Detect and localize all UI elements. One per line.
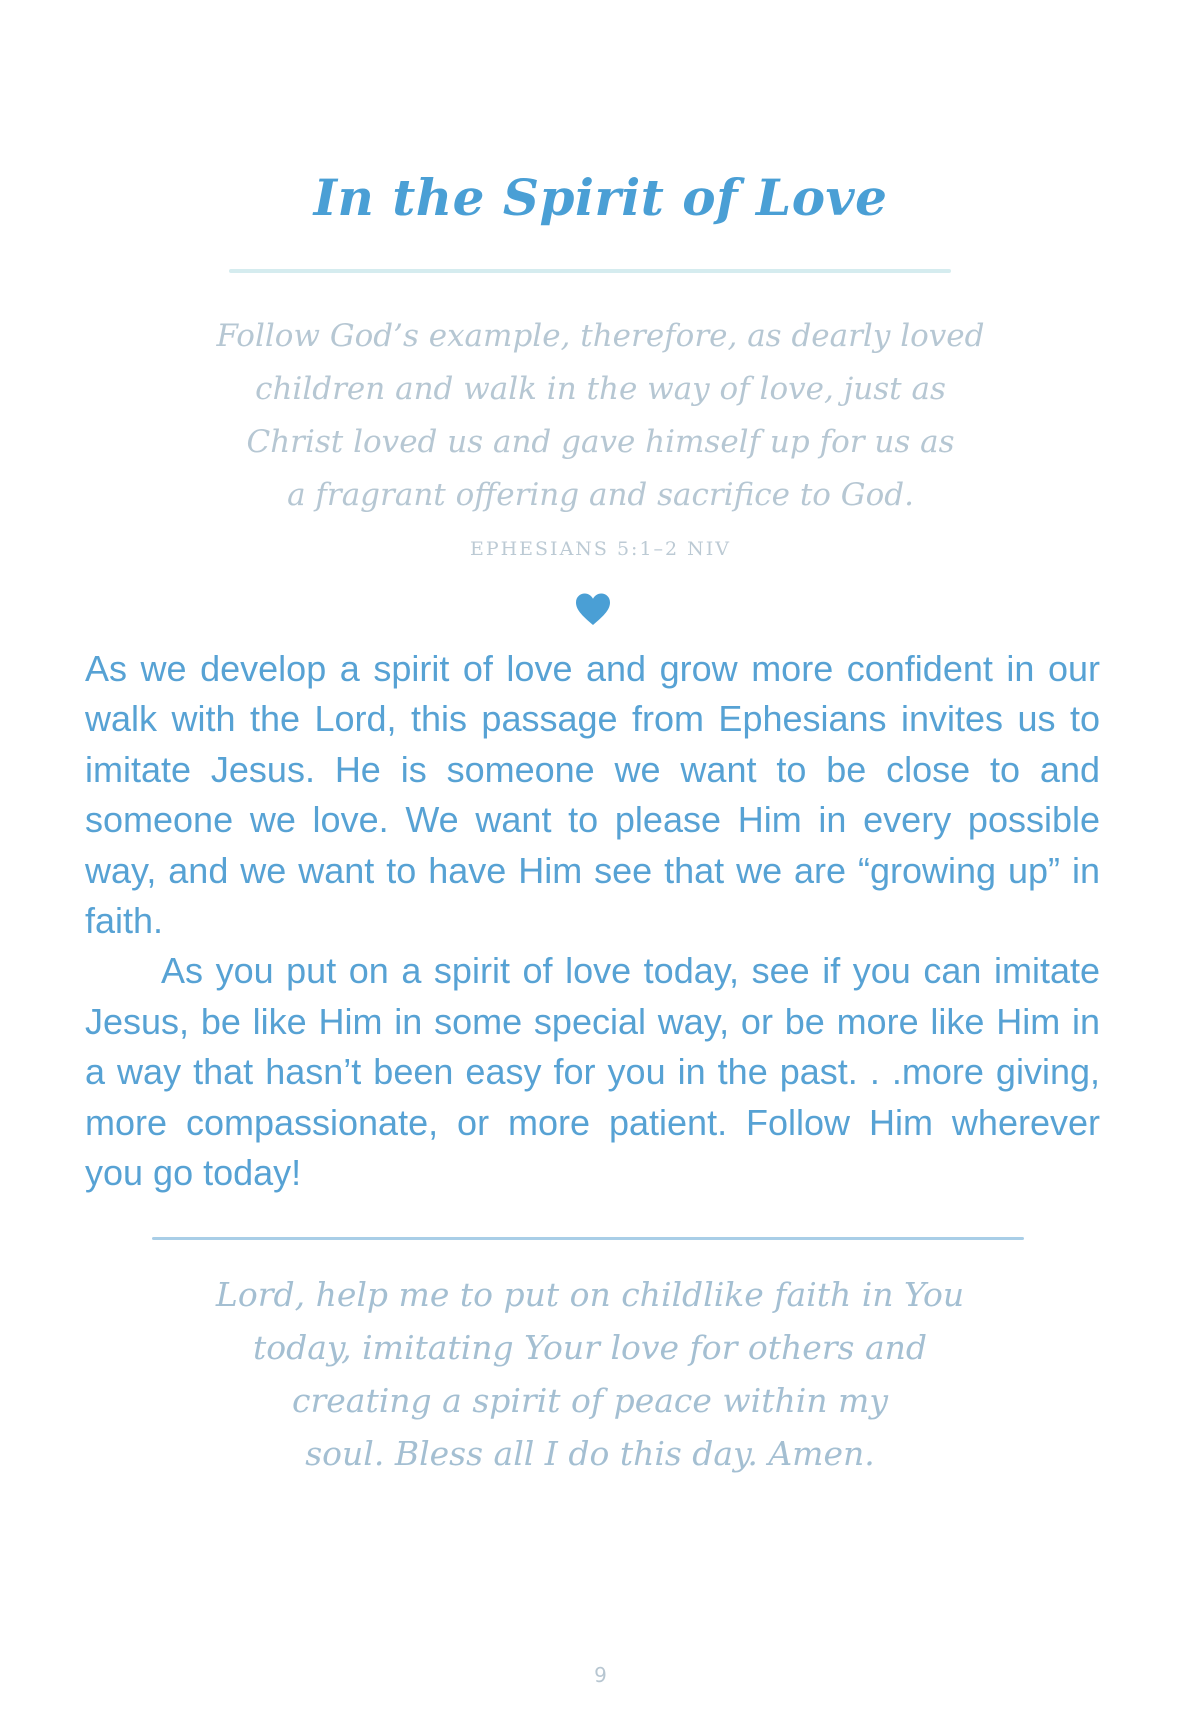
title-divider <box>229 269 951 273</box>
page-title: In the Spirit of Love <box>313 168 888 227</box>
devotional-body <box>85 644 1100 1198</box>
prayer <box>150 1268 1030 1480</box>
prayer-divider <box>152 1237 1024 1240</box>
scripture-verse <box>120 310 1081 522</box>
prayer-line: creating a spirit of peace within my <box>292 1381 888 1420</box>
verse-line: children and walk in the way of love, just as <box>255 371 946 407</box>
page-number: 9 <box>594 1663 607 1687</box>
body-paragraph: As we develop a spirit of love and grow more confident in our walk with the Lord, this passage from Ephesians invites us to imitate Jesus. He is someone we want to be close to and someone we love. We want to please Him in every possible way, and we want to have Him see that we are “growing up” in faith. <box>85 648 1100 942</box>
prayer-line: today, imitating Your love for others and <box>252 1328 928 1367</box>
prayer-line: soul. Bless all I do this day. Amen. <box>305 1434 875 1473</box>
verse-line: Follow God’s example, therefore, as dearly loved <box>216 318 985 354</box>
heart-icon <box>575 592 611 628</box>
body-paragraph: As you put on a spirit of love today, see if you can imitate Jesus, be like Him in some special way, or be more like Him in a way that hasn’t been easy for you in the past. . .more giving, more compassionate, or more patient. Follow Him wherever you go today! <box>85 950 1100 1194</box>
prayer-line: Lord, help me to put on childlike faith in You <box>215 1275 965 1314</box>
verse-reference: EPHESIANS 5:1–2 NIV <box>469 538 732 560</box>
verse-line: a fragrant offering and sacrifice to God. <box>287 477 914 513</box>
verse-line: Christ loved us and gave himself up for us as <box>246 424 955 460</box>
